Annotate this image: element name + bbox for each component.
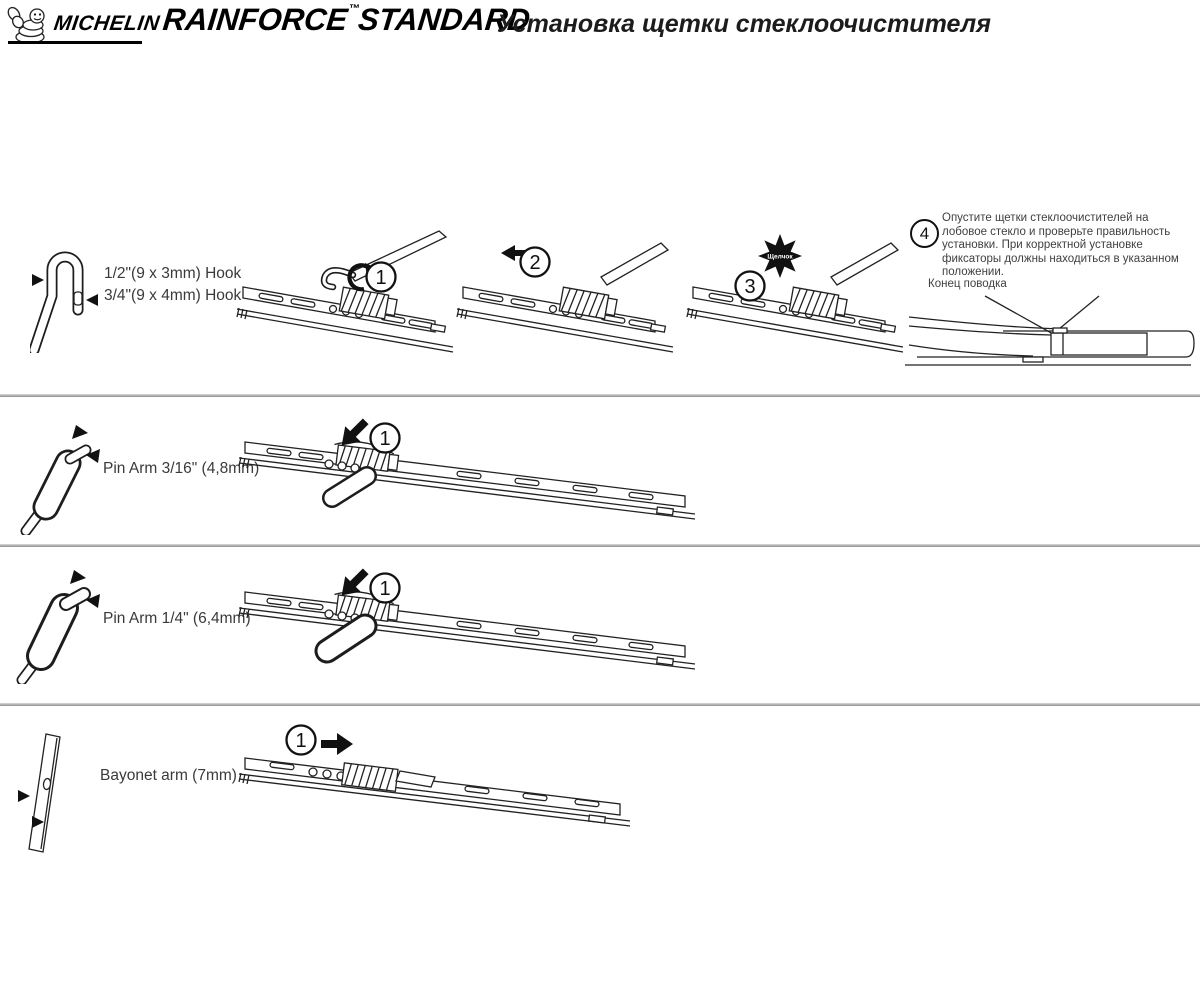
slide-right-arrow-icon	[321, 733, 353, 755]
pin-pointer-arrow-icon	[70, 570, 86, 584]
wiper-arm	[349, 231, 446, 281]
step-4-badge	[910, 219, 939, 248]
pin-arm-316-step-badge-number: 1	[379, 428, 391, 450]
hook-step-2-diagram	[455, 225, 675, 357]
pin-arm-316-step-diagram	[237, 408, 697, 536]
michelin-bibendum-icon	[6, 4, 54, 46]
section-divider	[0, 544, 1200, 547]
pin-arm-316-illustration	[18, 415, 110, 535]
fixator-tab	[1053, 328, 1067, 333]
wiper-arm	[601, 243, 668, 285]
pin-arm-316-label: Pin Arm 3/16" (4,8mm)	[103, 460, 260, 477]
bayonet-pointer-arrow-icon	[18, 790, 30, 802]
step-4-badge-number: 4	[919, 223, 930, 243]
trademark-symbol: ™	[347, 3, 361, 15]
section-divider	[0, 394, 1200, 397]
fixator-leader-line	[1059, 296, 1099, 329]
logo-underline	[8, 41, 142, 44]
pin-arm-14-step-badge-number: 1	[379, 578, 391, 600]
step-1-badge-number: 1	[375, 267, 387, 289]
section-divider	[0, 703, 1200, 706]
step-3-badge-number: 3	[744, 276, 756, 298]
product-line-name: RAINFORCE	[161, 2, 350, 37]
adapter-side-view	[1051, 333, 1147, 355]
hook-pointer-arrow-icon	[86, 294, 98, 306]
hook-step-4-diagram	[903, 295, 1195, 381]
hook-size-label-2: 3/4"(9 x 4mm) Hook	[104, 287, 242, 304]
pin-arm-14-step-diagram	[237, 558, 697, 686]
step-4-instruction: Опустите щетки стеклоочистителей на лобовое стекло и проверьте правильность установки. При корректной установке фиксаторы должны находиться в указанном положении.	[942, 212, 1179, 278]
product-tier-name: STANDARD	[356, 2, 532, 37]
product-title	[163, 2, 530, 38]
bayonet-step-badge-number: 1	[295, 730, 307, 752]
wiper-arm	[831, 243, 898, 285]
click-starburst-label: Щелчок	[767, 253, 793, 261]
hook-size-labels	[104, 263, 241, 307]
bayonet-arm-illustration	[16, 728, 88, 860]
pin-pointer-arrow-icon	[72, 425, 88, 439]
hook-pointer-arrow-icon	[32, 274, 44, 286]
arm-end-label: Конец поводка	[928, 278, 1007, 290]
step-2-badge-number: 2	[529, 252, 541, 274]
hook-step-3-diagram	[685, 225, 905, 357]
header	[0, 0, 1200, 50]
page-title: Установка щетки стеклоочистителя	[497, 10, 991, 38]
michelin-wordmark: MICHELIN	[52, 12, 162, 35]
pin-arm-14-label: Pin Arm 1/4" (6,4mm)	[103, 610, 251, 627]
pin-arm-14-illustration	[14, 562, 110, 684]
bayonet-step-diagram	[237, 720, 632, 845]
hook-size-label-1: 1/2"(9 x 3mm) Hook	[104, 265, 242, 282]
hook-arm-illustration	[30, 238, 112, 353]
bayonet-label: Bayonet arm (7mm)	[100, 767, 237, 784]
hook-step-1-diagram	[235, 225, 455, 357]
